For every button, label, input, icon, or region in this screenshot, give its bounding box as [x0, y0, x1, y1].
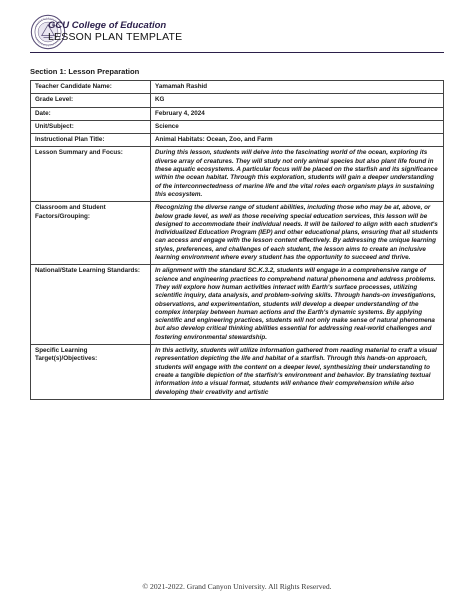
- row-label: National/State Learning Standards:: [31, 265, 151, 345]
- document-header: [48, 21, 182, 42]
- row-label: Classroom and Student Factors/Grouping:: [31, 202, 151, 265]
- row-label: Date:: [31, 107, 151, 120]
- row-value: In this activity, students will utilize information gathered from reading material to craft a visual representation depicting the life and habitat of a starfish. Through this hands-on approach, students will engage with the content on a deeper level, synthesizing their understanding to create a tangible depiction of the starfish's environment and behavior. By translating textual information into a visual format, students will enhance their comprehension while also developing their creativity and artistic: [151, 345, 444, 400]
- row-label: Instructional Plan Title:: [31, 134, 151, 147]
- table-row: [31, 81, 444, 94]
- lesson-plan-table: [30, 80, 444, 400]
- row-label: Teacher Candidate Name:: [31, 81, 151, 94]
- table-row: [31, 202, 444, 265]
- row-value: Science: [151, 120, 444, 133]
- row-value: Animal Habitats: Ocean, Zoo, and Farm: [151, 134, 444, 147]
- row-value: Recognizing the diverse range of student abilities, including those who may be at, above, or below grade level, as well as those receiving special education services, this lesson will be designed to accommodate their individual needs. It will be tailored to align with each student's Individualized Education Program (IEP) and other educational plans, ensuring that all students can access and engage with the lesson content effectively. By addressing the unique learning styles, preferences, and challenges of each student, the lesson aims to create an inclusive learning environment where every student has the opportunity to succeed and thrive.: [151, 202, 444, 265]
- document-title: LESSON PLAN TEMPLATE: [48, 30, 183, 43]
- header-divider: [30, 52, 444, 53]
- copyright-footer: © 2021-2022. Grand Canyon University. All Rights Reserved.: [142, 582, 332, 591]
- row-label: Lesson Summary and Focus:: [31, 147, 151, 202]
- college-name: GCU College of Education: [48, 20, 167, 31]
- row-label: Unit/Subject:: [31, 120, 151, 133]
- row-value: February 4, 2024: [151, 107, 444, 120]
- table-row: [31, 147, 444, 202]
- table-row: [31, 134, 444, 147]
- row-value: During this lesson, students will delve into the fascinating world of the ocean, exploring its diverse array of creatures. They will study not only animal species but also plant life found in these aquatic ecosystems. A particular focus will be placed on the starfish and its significance within the ocean habitat. Through this exploration, students will gain a deeper understanding of the interconnectedness of marine life and the vital roles each organism plays in sustaining this ecosystem.: [151, 147, 444, 202]
- table-row: [31, 120, 444, 133]
- table-row: [31, 265, 444, 345]
- row-value: KG: [151, 94, 444, 107]
- section-title: Section 1: Lesson Preparation: [30, 67, 140, 76]
- row-value: Yamamah Rashid: [151, 81, 444, 94]
- row-label: Specific Learning Target(s)/Objectives:: [31, 345, 151, 400]
- row-value: In alignment with the standard SC.K.3.2, students will engage in a comprehensive range of science and engineering practices to comprehend natural phenomena and address problems. They will explore how human activities interact with Earth's surface processes, utilizing scientific inquiry, data analysis, and problem-solving skills. Through hands-on investigations, observations, and experimentation, students will develop a deeper understanding of the complex interplay between human actions and the Earth's dynamic systems. By applying scientific and engineering practices, students will not only make sense of natural phenomena but also develop critical thinking abilities essential for addressing real-world challenges and fostering environmental stewardship.: [151, 265, 444, 345]
- table-row: [31, 94, 444, 107]
- table-row: [31, 345, 444, 400]
- table-row: [31, 107, 444, 120]
- row-label: Grade Level:: [31, 94, 151, 107]
